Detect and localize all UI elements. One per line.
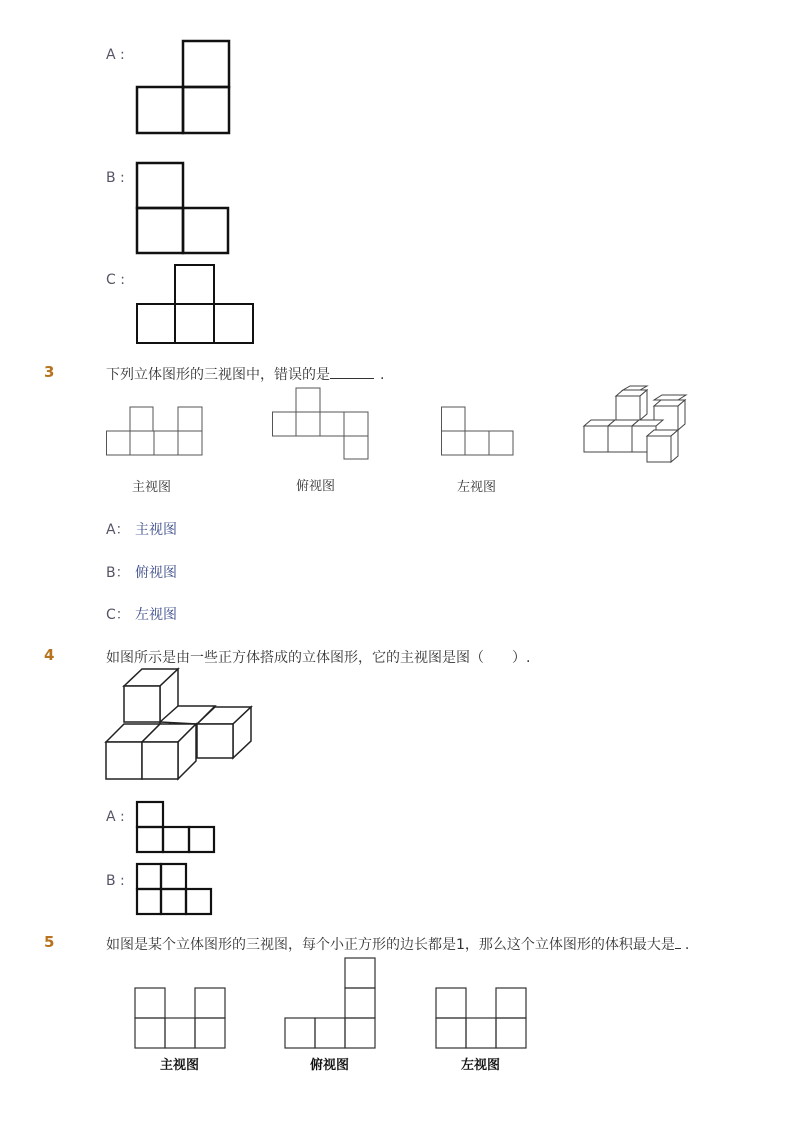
q5-front-view <box>134 987 228 1051</box>
q5-left-view <box>435 987 529 1051</box>
q5-number: 5 <box>44 933 55 951</box>
q3-option-c-text[interactable]: 左视图 <box>135 607 177 623</box>
q5-caption-top: 俯视图 <box>310 1058 350 1073</box>
q5-answer-blank[interactable] <box>675 948 681 949</box>
q5-caption-front: 主视图 <box>160 1058 200 1073</box>
q3-option-c-label[interactable]: C： <box>106 607 130 623</box>
q3-stem <box>106 364 384 384</box>
q3-option-a-label[interactable]: A： <box>106 522 130 538</box>
q3-left-view <box>441 406 517 456</box>
q3-caption-top: 俯视图 <box>296 479 336 494</box>
q3-caption-front: 主视图 <box>132 480 172 495</box>
q3-front-view <box>106 406 204 456</box>
q5-text: 如图是某个立体图形的三视图，每个小正方形的边长都是1，那么这个立体图形的体积最大是 <box>106 937 675 953</box>
q2-option-c-figure[interactable] <box>136 264 256 346</box>
q5-stem <box>106 934 689 954</box>
q4-option-b-label[interactable]: B : <box>106 873 125 889</box>
q2-option-a-label[interactable]: A : <box>106 47 125 63</box>
q2-option-b-figure[interactable] <box>136 162 232 256</box>
q5-caption-left: 左视图 <box>461 1058 501 1073</box>
q2-option-b-label[interactable]: B : <box>106 170 125 186</box>
q3-caption-left: 左视图 <box>457 480 497 495</box>
q5-text-end: . <box>684 937 690 953</box>
q3-option-b-text[interactable]: 俯视图 <box>135 565 177 581</box>
q3-text-end: . <box>380 367 385 383</box>
q3-top-view <box>272 387 370 461</box>
q3-option-b-label[interactable]: B： <box>106 565 130 581</box>
q3-number: 3 <box>44 363 55 381</box>
q4-option-a-label[interactable]: A : <box>106 809 125 825</box>
q4-option-b-figure[interactable] <box>136 863 216 917</box>
q3-answer-blank[interactable] <box>330 378 374 379</box>
q4-number: 4 <box>44 646 55 664</box>
q3-solid-figure <box>580 386 690 466</box>
q3-text: 下列立体图形的三视图中，错误的是 <box>106 367 330 383</box>
q4-solid-figure <box>104 668 254 782</box>
q2-option-c-label[interactable]: C : <box>106 272 125 288</box>
q2-option-a-figure[interactable] <box>136 40 232 136</box>
q3-option-a-text[interactable]: 主视图 <box>135 522 177 538</box>
q5-top-view <box>284 957 378 1051</box>
q4-option-a-figure[interactable] <box>136 801 218 855</box>
q4-text: 如图所示是由一些正方体搭成的立体图形，它的主视图是图（ ）. <box>106 650 531 666</box>
